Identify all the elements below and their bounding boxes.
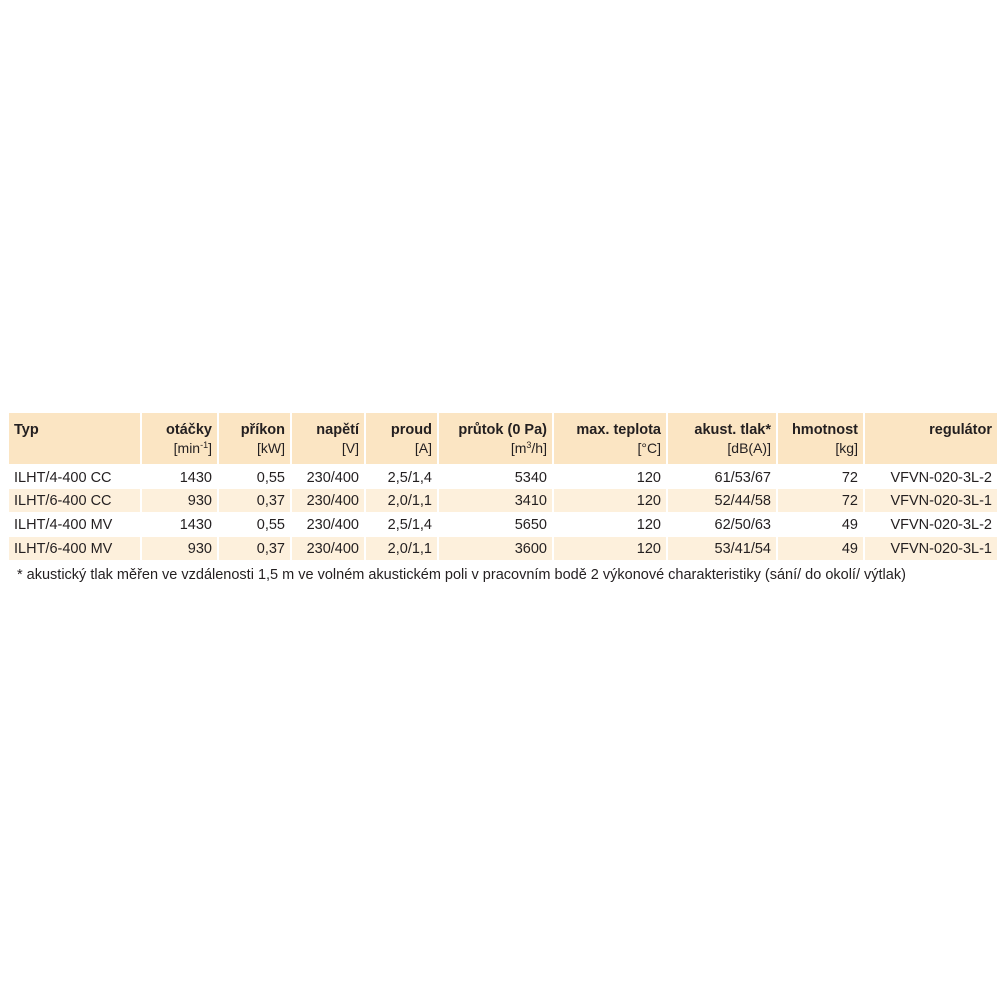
cell-max-teplota: 120 bbox=[554, 488, 668, 512]
cell-regulator: VFVN-020-3L-1 bbox=[865, 536, 997, 560]
footnote: * akustický tlak měřen ve vzdálenosti 1,5 m ve volném akustickém poli v pracovním bodě 2 výkonové charakteristiky (sání/ do okolí/ výtlak) bbox=[17, 567, 906, 583]
header-otacky bbox=[142, 413, 219, 464]
cell-prutok: 3410 bbox=[439, 488, 554, 512]
cell-typ: ILHT/6-400 CC bbox=[9, 488, 142, 512]
cell-otacky: 930 bbox=[142, 536, 219, 560]
header-label: regulátor bbox=[929, 421, 992, 438]
header-label: otáčky bbox=[166, 421, 212, 438]
header-unit: [V] bbox=[341, 439, 359, 456]
header-max-teplota bbox=[554, 413, 668, 464]
header-typ bbox=[9, 413, 142, 464]
cell-akust-tlak: 52/44/58 bbox=[668, 488, 778, 512]
cell-proud: 2,0/1,1 bbox=[366, 536, 439, 560]
cell-regulator: VFVN-020-3L-2 bbox=[865, 464, 997, 488]
cell-akust-tlak: 53/41/54 bbox=[668, 536, 778, 560]
header-label: max. teplota bbox=[576, 421, 661, 438]
cell-max-teplota: 120 bbox=[554, 464, 668, 488]
cell-regulator: VFVN-020-3L-2 bbox=[865, 512, 997, 536]
cell-napeti: 230/400 bbox=[292, 512, 366, 536]
header-prikon bbox=[219, 413, 292, 464]
cell-akust-tlak: 61/53/67 bbox=[668, 464, 778, 488]
header-unit: [°C] bbox=[637, 439, 661, 456]
header-label: akust. tlak* bbox=[694, 421, 771, 438]
cell-hmotnost: 49 bbox=[778, 536, 865, 560]
cell-otacky: 1430 bbox=[142, 512, 219, 536]
cell-prutok: 5340 bbox=[439, 464, 554, 488]
header-label: napětí bbox=[316, 421, 359, 438]
header-prutok bbox=[439, 413, 554, 464]
header-akust-tlak bbox=[668, 413, 778, 464]
table-row bbox=[9, 488, 997, 512]
cell-regulator: VFVN-020-3L-1 bbox=[865, 488, 997, 512]
cell-prutok: 5650 bbox=[439, 512, 554, 536]
cell-proud: 2,5/1,4 bbox=[366, 512, 439, 536]
table-header-row bbox=[9, 413, 997, 464]
header-label: proud bbox=[390, 421, 432, 438]
header-label: průtok (0 Pa) bbox=[458, 421, 547, 438]
cell-hmotnost: 49 bbox=[778, 512, 865, 536]
cell-hmotnost: 72 bbox=[778, 464, 865, 488]
header-unit: $[m^3/h]$ bbox=[510, 439, 547, 456]
cell-prikon: 0,55 bbox=[219, 512, 292, 536]
header-napeti bbox=[292, 413, 366, 464]
header-unit: [dB(A)] bbox=[727, 439, 771, 456]
cell-hmotnost: 72 bbox=[778, 488, 865, 512]
cell-napeti: 230/400 bbox=[292, 488, 366, 512]
header-label: příkon bbox=[240, 421, 285, 438]
table-row bbox=[9, 464, 997, 488]
cell-napeti: 230/400 bbox=[292, 464, 366, 488]
cell-max-teplota: 120 bbox=[554, 536, 668, 560]
cell-proud: 2,5/1,4 bbox=[366, 464, 439, 488]
header-label: hmotnost bbox=[791, 421, 858, 438]
cell-typ: ILHT/6-400 MV bbox=[9, 536, 142, 560]
header-unit: [kW] bbox=[257, 439, 285, 456]
cell-typ: ILHT/4-400 MV bbox=[9, 512, 142, 536]
cell-otacky: 1430 bbox=[142, 464, 219, 488]
header-unit: [A] bbox=[414, 439, 432, 456]
cell-otacky: 930 bbox=[142, 488, 219, 512]
cell-proud: 2,0/1,1 bbox=[366, 488, 439, 512]
cell-prikon: 0,37 bbox=[219, 536, 292, 560]
header-hmotnost bbox=[778, 413, 865, 464]
cell-akust-tlak: 62/50/63 bbox=[668, 512, 778, 536]
header-label: Typ bbox=[14, 421, 39, 438]
table-row bbox=[9, 536, 997, 560]
cell-napeti: 230/400 bbox=[292, 536, 366, 560]
cell-prikon: 0,37 bbox=[219, 488, 292, 512]
header-regulator bbox=[865, 413, 997, 464]
header-unit: [kg] bbox=[835, 439, 858, 456]
header-proud bbox=[366, 413, 439, 464]
cell-prikon: 0,55 bbox=[219, 464, 292, 488]
header-unit bbox=[870, 439, 992, 457]
table-row bbox=[9, 512, 997, 536]
cell-max-teplota: 120 bbox=[554, 512, 668, 536]
spec-table bbox=[9, 413, 997, 560]
header-unit: $[\min^{-1}]$ bbox=[173, 439, 212, 456]
cell-prutok: 3600 bbox=[439, 536, 554, 560]
cell-typ: ILHT/4-400 CC bbox=[9, 464, 142, 488]
header-unit bbox=[14, 439, 135, 457]
